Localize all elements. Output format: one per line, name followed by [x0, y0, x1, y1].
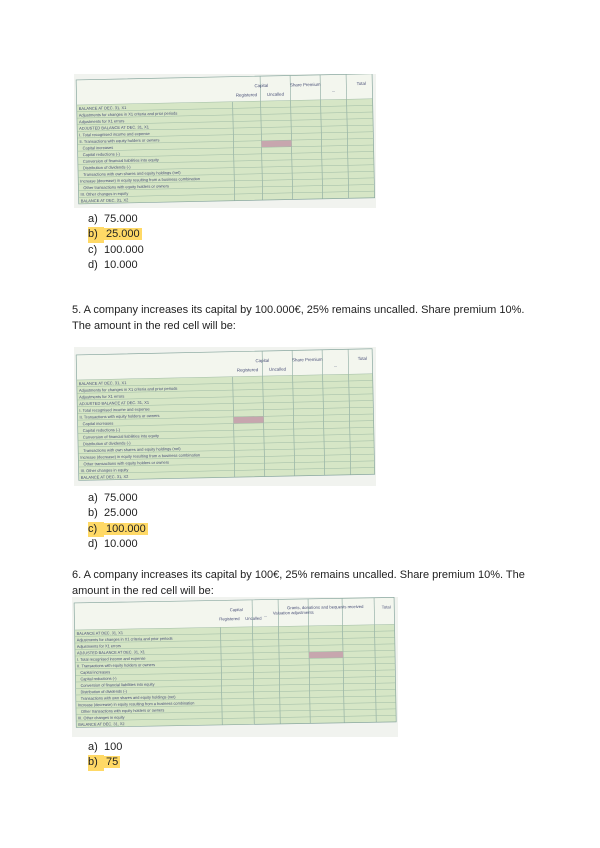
row-label: Adjustments for changes in X1 criteria and prior periods — [78, 110, 178, 118]
question-5: 5. A company increases its capital by 100.000€, 25% remains uncalled. Share premium 10%. The amount in the red cell will be: — [72, 304, 525, 332]
question-6: 6. A company increases its capital by 100€, 25% remains uncalled. Share premium 10%. The amount in the red cell will be: — [72, 569, 525, 597]
answer-option — [88, 212, 144, 227]
header-uncalled: Uncalled — [268, 366, 287, 372]
option-text: 75.000 — [104, 213, 138, 225]
answer-option — [88, 491, 148, 506]
option-text: 75 — [106, 756, 119, 769]
header-registered: Registered — [219, 616, 240, 622]
option-text: 10.000 — [104, 258, 138, 271]
option-letter: c) — [88, 243, 98, 256]
row-label: ADJUSTED BALANCE AT DEC. 31, X1 — [79, 399, 150, 407]
row-label: Adjustments for X1 errors — [78, 118, 125, 125]
option-letter: a) — [88, 492, 98, 504]
row-label: Transactions with own shares and equity holdings (net) — [80, 694, 176, 701]
header-registered: Registered — [235, 92, 258, 98]
row-label: Other transactions with equity holders or owners — [80, 707, 165, 714]
equity-table-svg-2 — [74, 347, 376, 486]
equity-table-photo-3 — [72, 597, 398, 737]
header-total: Total — [381, 604, 391, 610]
header-dots: ... — [263, 612, 268, 618]
table-body — [74, 597, 396, 727]
row-label: Conversion of financial liabilities into equity — [80, 681, 155, 688]
answer-option — [88, 537, 148, 552]
red-cell — [309, 651, 343, 658]
row-label: Capital reductions (-) — [82, 427, 120, 433]
row-label: BALANCE AT DEC. 31, X1 — [78, 380, 127, 387]
row-label: I. Total recognised income and expense — [77, 655, 146, 662]
equity-table-svg-1 — [74, 74, 376, 208]
answer-option — [88, 755, 122, 770]
row-label: Adjustments for X1 errors — [78, 393, 125, 400]
row-label: III. Other changes in equity — [80, 467, 129, 474]
answer-option — [88, 522, 148, 537]
header-total: Total — [357, 355, 367, 362]
equity-table-photo-1 — [74, 74, 376, 208]
header-grants: Grants, donations and bequests received — [286, 603, 364, 611]
equity-table-photo-2 — [74, 347, 376, 486]
option-text: 100.000 — [104, 243, 144, 256]
header-registered: Registered — [236, 367, 259, 373]
option-letter: b) — [88, 227, 104, 242]
option-letter: d) — [88, 258, 98, 271]
row-label: III. Other changes in equity — [80, 190, 129, 197]
option-letter: c) — [88, 522, 104, 537]
row-label: ADJUSTED BALANCE AT DEC. 31, X1 — [76, 649, 145, 656]
row-label: Adjustments for X1 errors — [76, 643, 122, 649]
red-cell — [261, 140, 291, 147]
row-label: Adjustments for changes in X1 criteria and prior periods — [78, 385, 178, 393]
row-label: Capital reductions (-) — [82, 151, 120, 158]
table-body — [76, 74, 375, 204]
header-share_premium: Share Premium — [289, 81, 321, 88]
row-label: Distribution of dividends (-) — [82, 164, 131, 171]
option-text: 25.000 — [106, 228, 140, 241]
option-letter: d) — [88, 537, 98, 550]
header-capital: Capital — [254, 82, 269, 89]
red-cell — [233, 416, 263, 423]
answer-option — [88, 243, 144, 258]
row-label: BALANCE AT DEC. 31, X2 — [80, 197, 129, 204]
row-label: Capital increases — [80, 669, 111, 675]
row-label: BALANCE AT DEC. 31, X2 — [78, 721, 125, 727]
option-text: 75.000 — [104, 492, 138, 504]
row-label: Adjustments for changes in X1 criteria and prior periods — [76, 635, 173, 643]
equity-table-svg-3 — [72, 597, 398, 737]
header-dots: ... — [331, 87, 336, 93]
option-letter: b) — [88, 755, 104, 770]
row-label: ADJUSTED BALANCE AT DEC. 31, X1 — [79, 124, 150, 131]
answer-option — [88, 227, 144, 242]
header-capital: Capital — [255, 357, 270, 364]
row-label: BALANCE AT DEC. 31, X1 — [76, 630, 124, 636]
row-label: II. Transactions with equity holders or owners — [79, 137, 160, 145]
row-label: Capital increases — [82, 420, 114, 427]
row-label: Capital increases — [82, 144, 114, 151]
option-text: 10.000 — [104, 537, 138, 550]
answer-option — [88, 258, 144, 273]
row-label: BALANCE AT DEC. 31, X1 — [78, 105, 127, 112]
options-block-1 — [88, 212, 144, 273]
header-capital: Capital — [229, 607, 243, 613]
row-label: Distribution of dividends (-) — [82, 440, 131, 447]
row-label: I. Total recognised income and expense — [79, 130, 150, 138]
options-block-2 — [88, 491, 148, 552]
option-letter: a) — [88, 213, 98, 225]
row-label: BALANCE AT DEC. 31, X2 — [80, 473, 129, 480]
header-share_premium: Share Premium — [292, 356, 323, 363]
row-label: Other transactions with equity holders or owners — [83, 459, 170, 467]
row-label: II. Transactions with equity holders or owners — [77, 662, 156, 669]
header-total: Total — [356, 80, 366, 87]
header-dots: ... — [333, 362, 338, 368]
row-label: Transactions with own shares and equity holdings (net) — [83, 169, 181, 177]
option-letter: a) — [88, 741, 98, 753]
header-valuation: Valuation adjustments — [272, 609, 314, 616]
row-label: Distribution of dividends (-) — [80, 688, 127, 695]
row-label: Transactions with own shares and equity holdings (net) — [83, 445, 181, 454]
header-uncalled: Uncalled — [266, 91, 285, 97]
answer-option — [88, 506, 148, 521]
row-label: Increase (decrease) in equity resulting from a business combination — [77, 700, 195, 708]
header-uncalled: Uncalled — [245, 615, 262, 621]
row-label: Increase (decrease) in equity resulting from a business combination — [80, 452, 201, 460]
option-text: 100 — [104, 741, 123, 753]
option-text: 25.000 — [104, 507, 138, 520]
row-label: Conversion of financial liabilities into equity — [82, 157, 159, 164]
row-label: II. Transactions with equity holders or owners — [79, 412, 160, 420]
option-letter: b) — [88, 507, 98, 520]
answer-option — [88, 740, 122, 755]
row-label: I. Total recognised income and expense — [79, 406, 150, 413]
row-label: Increase (decrease) in equity resulting from a business combination — [80, 176, 201, 184]
option-text: 100.000 — [106, 522, 146, 535]
options-block-3 — [88, 740, 122, 771]
table-body — [76, 349, 375, 481]
row-label: Other transactions with equity holders or owners — [83, 183, 170, 191]
row-label: III. Other changes in equity — [78, 714, 125, 721]
row-label: Conversion of financial liabilities into equity — [82, 433, 159, 440]
row-label: Capital reductions (-) — [80, 675, 117, 682]
